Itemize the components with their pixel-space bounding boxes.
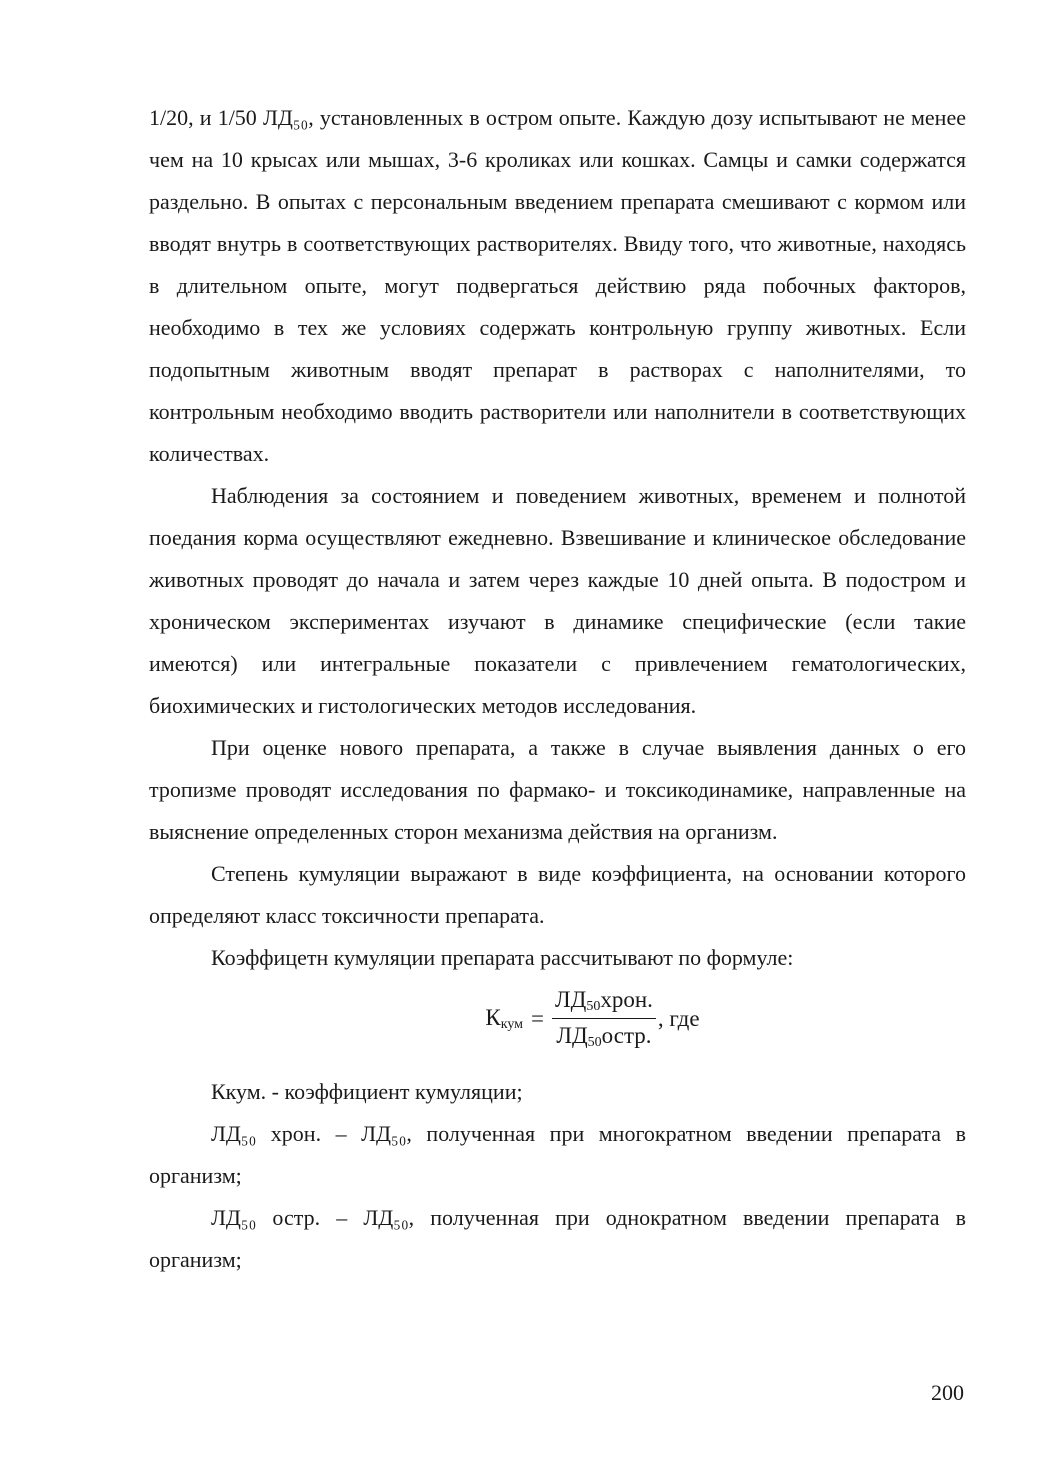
numerator-tail: хрон. <box>600 987 653 1013</box>
formula-equals: = <box>531 1006 545 1032</box>
denominator-sub: 50 <box>587 1035 602 1050</box>
numerator-main: ЛД <box>555 987 587 1013</box>
paragraph-8: ЛД₅₀ остр. – ЛД₅₀, полученная при однократном введении препарата в организм; <box>149 1205 966 1272</box>
formula-numerator <box>552 986 656 1019</box>
formula-denominator <box>553 1019 654 1052</box>
paragraph-4: Степень кумуляции выражают в виде коэффициента, на основании которого определяют класс токсичности препарата. <box>149 861 966 928</box>
paragraph-1: 1/20, и 1/50 ЛД₅₀, установленных в остром опыте. Каждую дозу испытывают не менее чем на 10 крысах или мышах, 3-6 кроликах или кошках. Самцы и самки содержатся раздельно. В опытах с персональным введением препарата смешивают с кормом или вводят внутрь в соответствующих растворителях. Ввиду того, что животные, находясь в длительном опыте, могут подвергаться действию ряда побочных факторов, необходимо в тех же условиях содержать контрольную группу животных. Если подопытным животным вводят препарат в растворах с наполнителями, то контрольным необходимо вводить растворители или наполнители в соответствующих количествах. <box>149 105 966 466</box>
body-text <box>149 97 966 1281</box>
numerator-sub: 50 <box>586 999 601 1015</box>
paragraph-6: Ккум. - коэффициент кумуляции; <box>211 1079 523 1104</box>
paragraph-7: ЛД₅₀ хрон. – ЛД₅₀, полученная при многократном введении препарата в организм; <box>149 1121 966 1188</box>
paragraph-5: Коэффицетн кумуляции препарата рассчитывают по формуле: <box>211 945 794 970</box>
denominator-tail: остр. <box>601 1023 652 1048</box>
paragraph-3: При оценке нового препарата, а также в случае выявления данных о его тропизме проводят исследования по фармако- и токсикодинамике, направленные на выяснение определенных сторон механизма действия на организм. <box>149 735 966 844</box>
formula-fraction <box>552 986 656 1052</box>
paragraph-2: Наблюдения за состоянием и поведением животных, временем и полнотой поедания корма осуществляют ежедневно. Взвешивание и клиническое обследование животных проводят до начала и затем через каждые 10 дней опыта. В подостром и хроническом экспериментах изучают в динамике специфические (если такие имеются) или интегральные показатели с привлечением гематологических, биохимических и гистологических методов исследования. <box>149 483 966 718</box>
formula-k: К <box>485 1005 501 1031</box>
denominator-main: ЛД <box>556 1023 588 1048</box>
formula-lhs <box>485 1004 523 1034</box>
formula-where: , где <box>657 1006 700 1032</box>
cumulation-formula <box>219 979 966 1059</box>
formula-k-sub: кум <box>500 1017 524 1033</box>
page-number: 200 <box>931 1380 964 1405</box>
